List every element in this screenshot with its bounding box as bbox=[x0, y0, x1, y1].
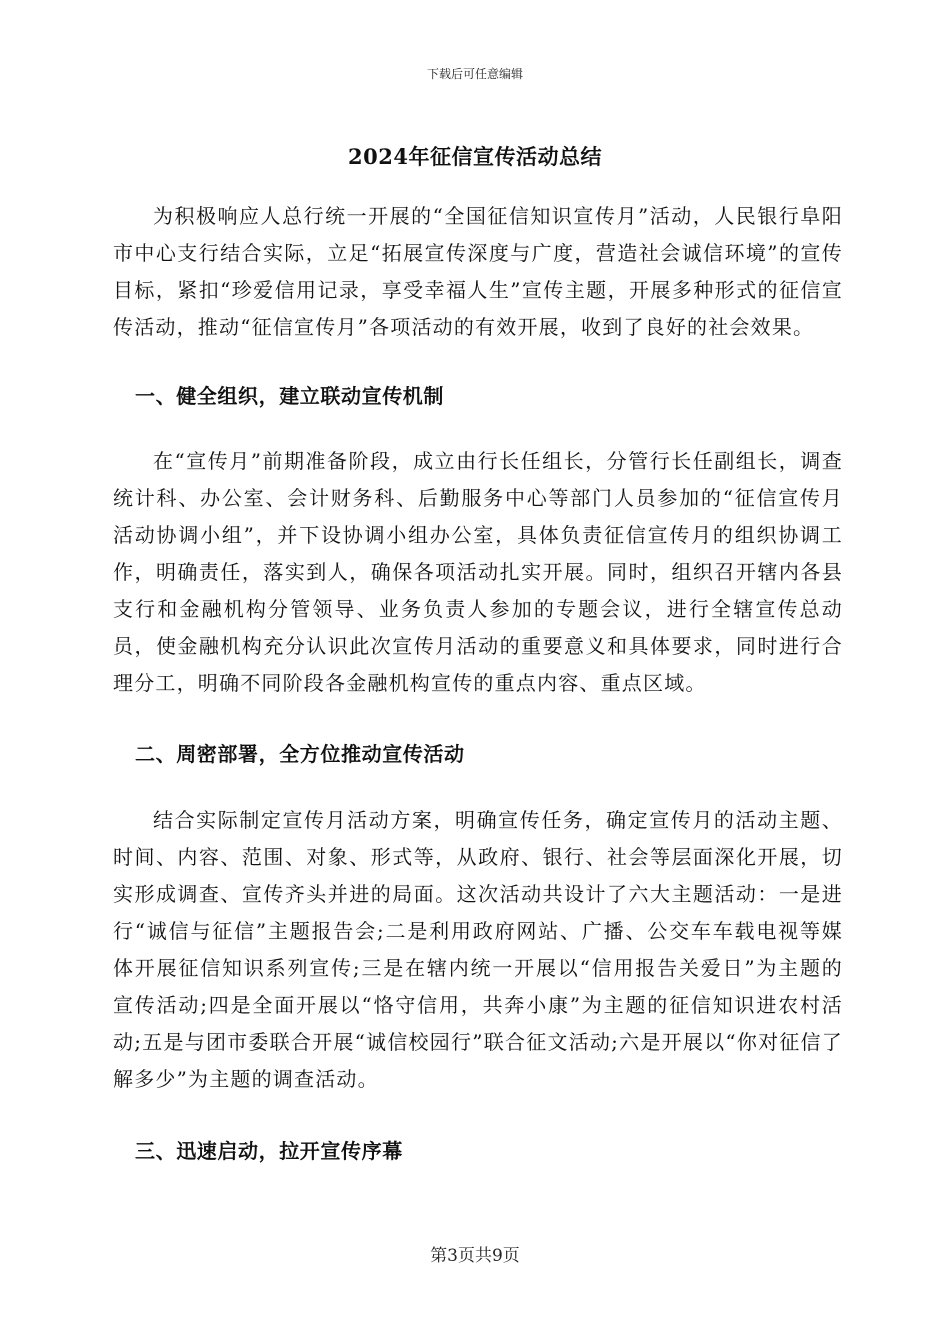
section-1-paragraph: 在“宣传月”前期准备阶段，成立由行长任组长，分管行长任副组长，调查统计科、办公室、会计财务科、后勤服务中心等部门人员参加的“征信宣传月活动协调小组”，并下设协调小组办公室，具体负责征信宣传月的组织协调工作，明确责任，落实到人，确保各项活动扎实开展。同时，组织召开辖内各县支行和金融机构分管领导、业务负责人参加的专题会议，进行全辖宣传总动员，使金融机构充分认识此次宣传月活动的重要意义和具体要求，同时进行合理分工，明确不同阶段各金融机构宣传的重点内容、重点区域。 bbox=[113, 449, 843, 695]
intro-paragraph: 为积极响应人总行统一开展的“全国征信知识宣传月”活动，人民银行阜阳市中心支行结合实际，立足“拓展宣传深度与广度，营造社会诚信环境”的宣传目标，紧扣“珍爱信用记录，享受幸福人生”宣传主题，开展多种形式的征信宣传活动，推动“征信宣传月”各项活动的有效开展，收到了良好的社会效果。 bbox=[113, 204, 843, 339]
page-footer: 第3页共9页 bbox=[430, 1246, 520, 1266]
section-3-heading: 三、迅速启动，拉开宣传序幕 bbox=[135, 1139, 403, 1163]
document-body bbox=[113, 198, 843, 1170]
section-2-paragraph: 结合实际制定宣传月活动方案，明确宣传任务，确定宣传月的活动主题、时间、内容、范围、对象、形式等，从政府、银行、社会等层面深化开展，切实形成调查、宣传齐头并进的局面。这次活动共设计了六大主题活动：一是进行“诚信与征信”主题报告会;二是利用政府网站、广播、公交车车载电视等媒体开展征信知识系列宣传;三是在辖内统一开展以“信用报告关爱日”为主题的宣传活动;四是全面开展以“恪守信用，共奔小康”为主题的征信知识进农村活动;五是与团市委联合开展“诚信校园行”联合征文活动;六是开展以“你对征信了解多少”为主题的调查活动。 bbox=[113, 808, 843, 1091]
section-1-heading: 一、健全组织，建立联动宣传机制 bbox=[135, 384, 444, 408]
document-title: 2024年征信宣传活动总结 bbox=[348, 144, 602, 169]
header-note: 下载后可任意编辑 bbox=[426, 67, 523, 81]
section-2-heading: 二、周密部署，全方位推动宣传活动 bbox=[135, 742, 465, 766]
